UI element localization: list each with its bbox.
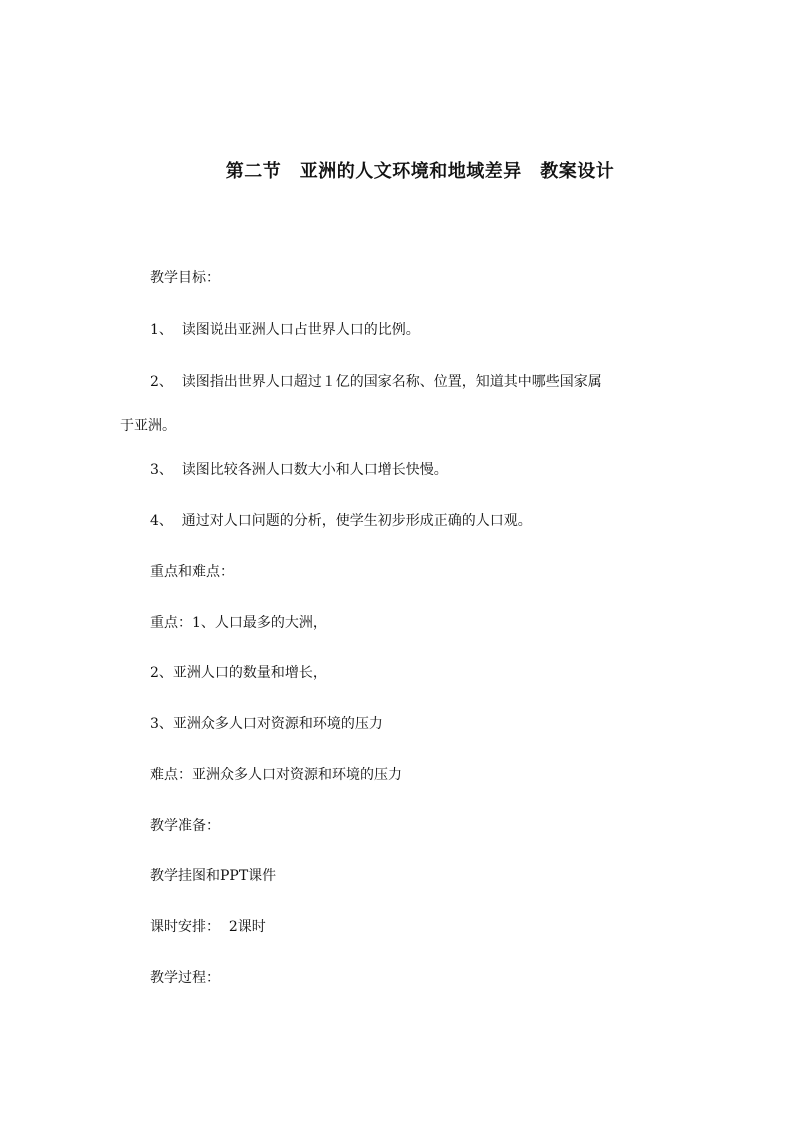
objective-item-4: 4、 通过对人口问题的分析，使学生初步形成正确的人口观。 (150, 513, 532, 529)
process-heading: 教学过程： (150, 970, 220, 986)
objectives-heading: 教学目标： (150, 270, 220, 286)
objective-item-2-line-1: 2、 读图指出世界人口超过１亿的国家名称、位置，知道其中哪些国家属 (150, 374, 602, 390)
key-points-heading: 重点和难点： (150, 564, 234, 580)
objective-item-2-line-2: 于亚洲。 (120, 418, 176, 434)
key-point-1: 重点：1、人口最多的大洲， (150, 615, 327, 631)
key-point-3: 3、亚洲众多人口对资源和环境的压力 (150, 716, 383, 732)
difficult-point: 难点：亚洲众多人口对资源和环境的压力 (150, 767, 402, 783)
prep-heading: 教学准备： (150, 818, 220, 834)
schedule-text: 课时安排： 2课时 (150, 919, 266, 935)
key-point-2: 2、亚洲人口的数量和增长， (150, 665, 327, 681)
objective-item-3: 3、 读图比较各洲人口数大小和人口增长快慢。 (150, 462, 448, 478)
objective-item-2 (120, 372, 675, 436)
prep-text: 教学挂图和PPT课件 (150, 868, 277, 884)
document-title: 第二节 亚洲的人文环境和地域差异 教案设计 (225, 161, 615, 182)
objective-item-1: 1、 读图说出亚洲人口占世界人口的比例。 (150, 322, 420, 338)
